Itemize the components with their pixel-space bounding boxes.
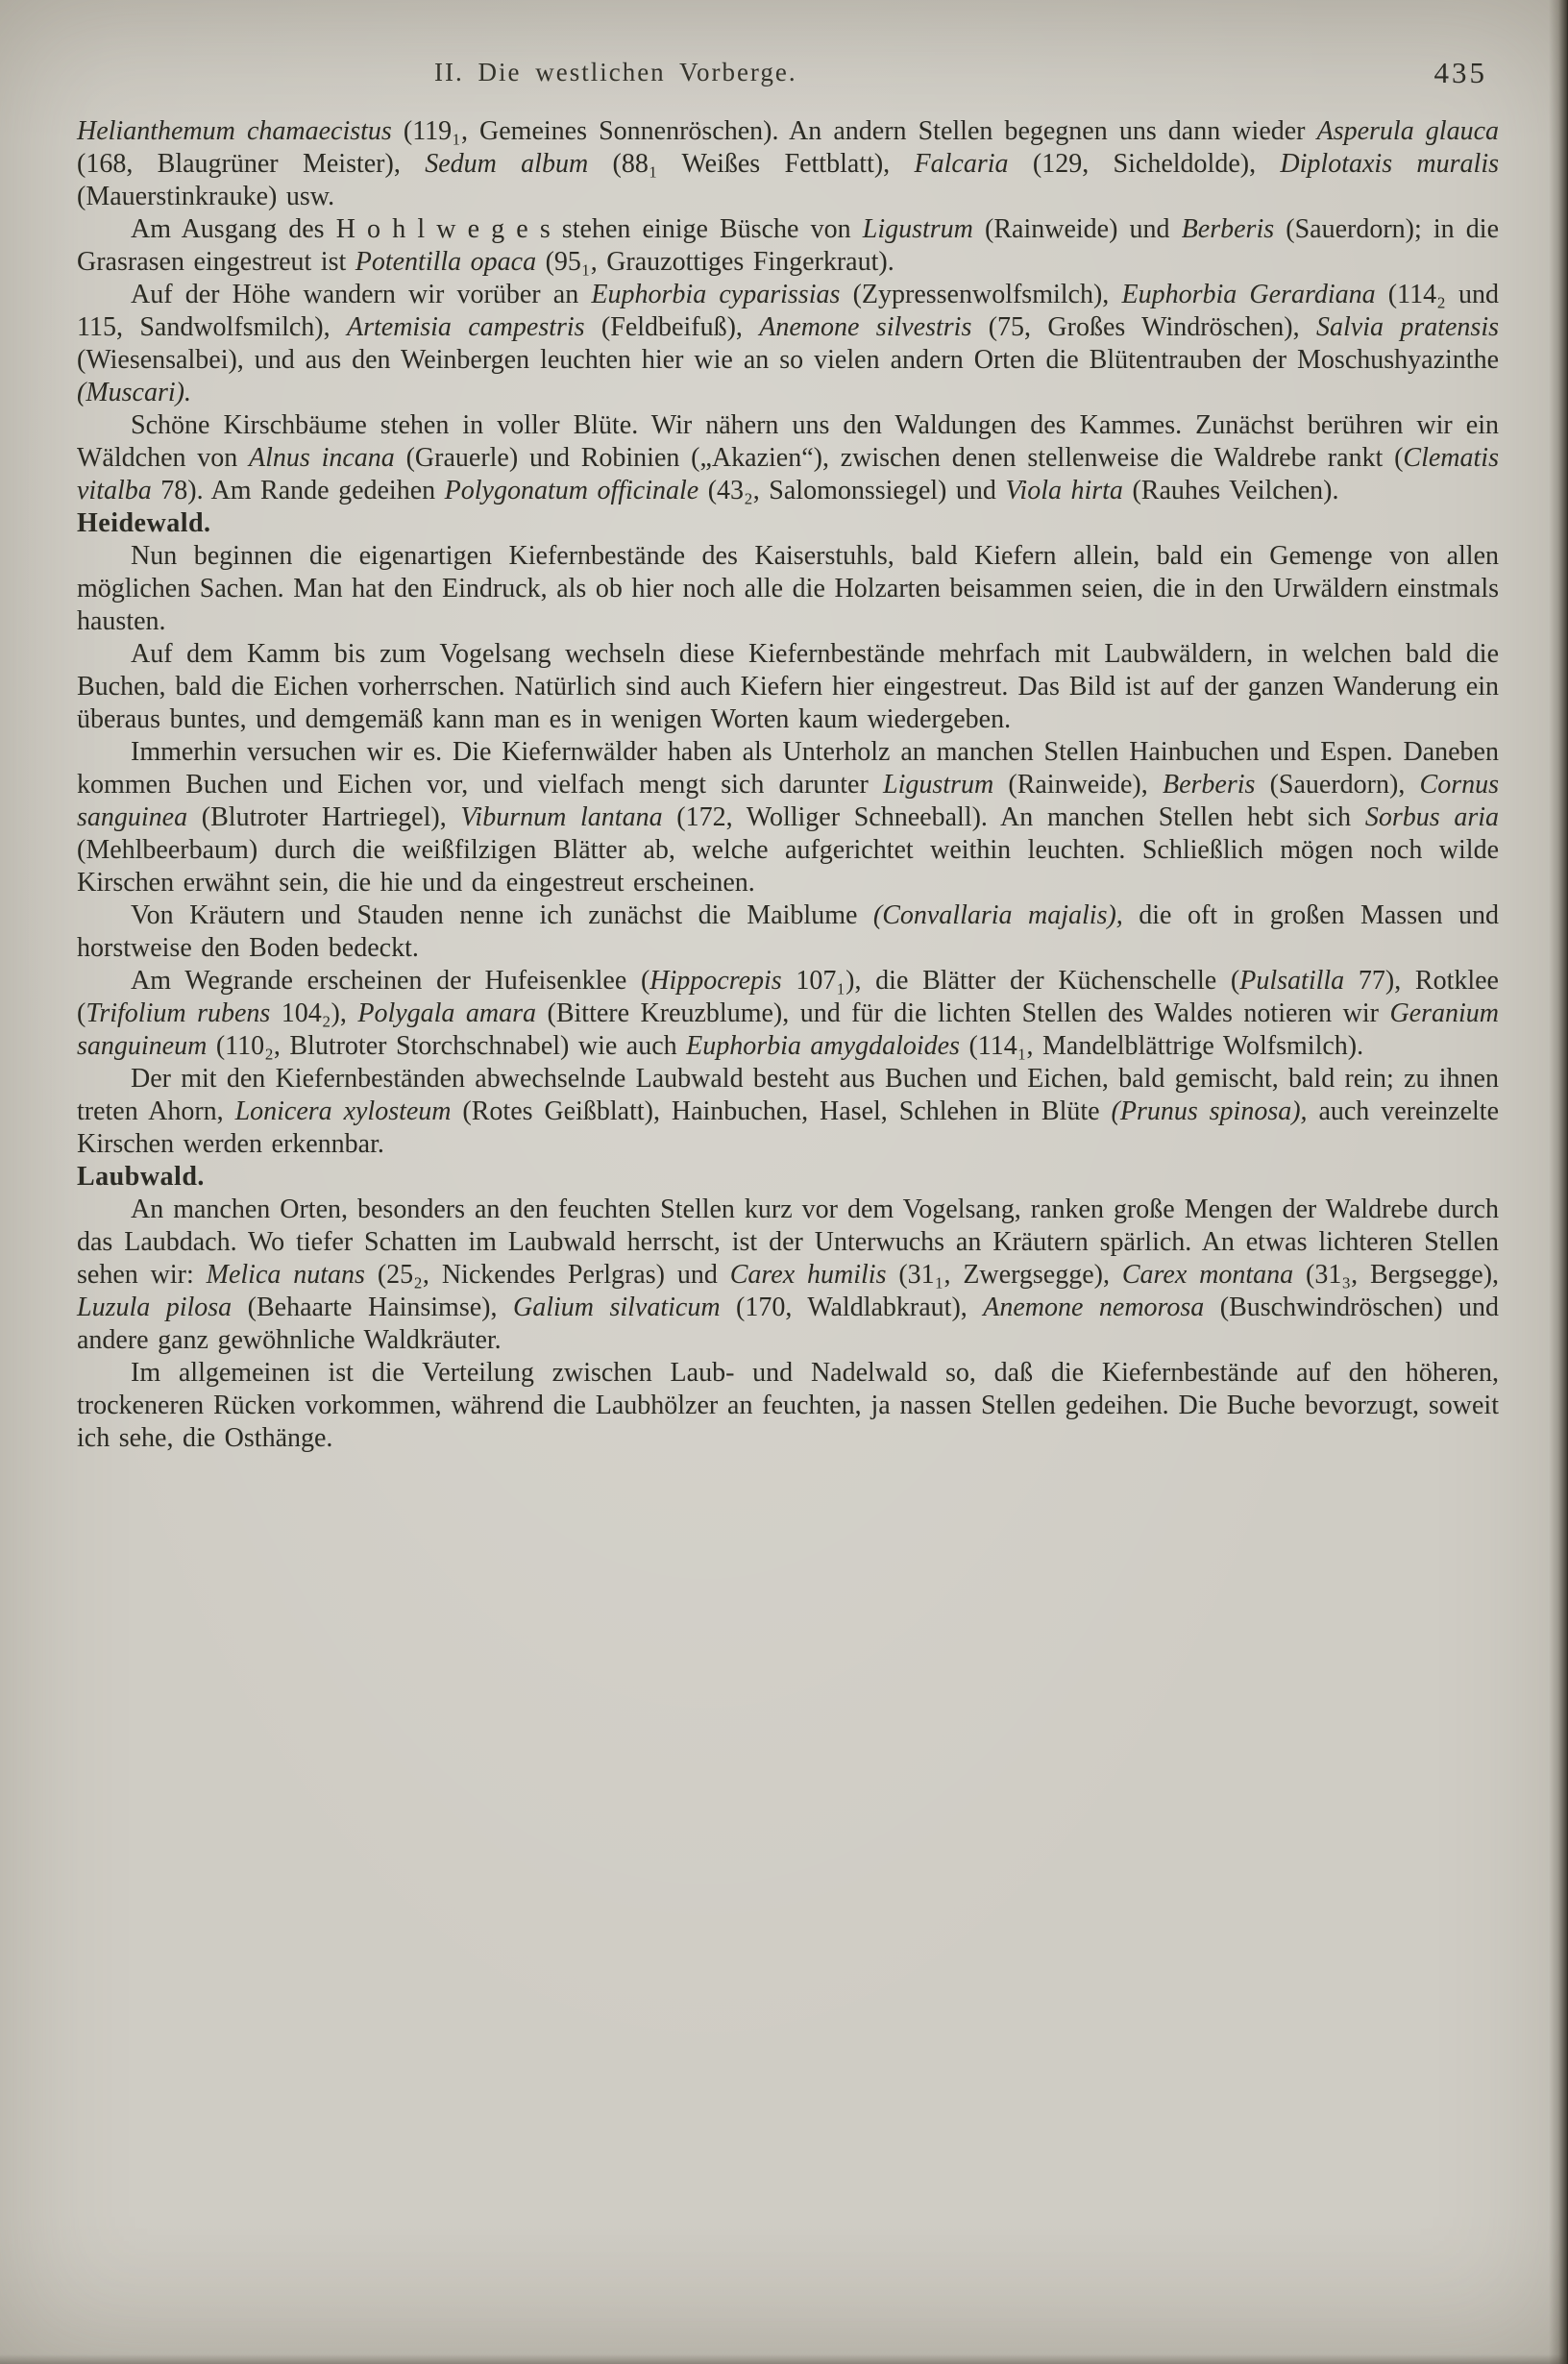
latin-name-italic: Viola hirta — [1005, 476, 1123, 505]
text-run: Schöne Kirschbäume stehen in voller Blüte. Wir nähern uns den Waldungen des Kammes. Zunächst berühren wir ein Wäldchen von — [77, 410, 1499, 473]
latin-name-italic: Diplotaxis muralis — [1280, 149, 1500, 179]
paragraph — [77, 899, 1499, 965]
latin-name-italic: Euphorbia cyparissias — [591, 280, 841, 309]
latin-name-italic: Geranium sanguineum — [77, 998, 1499, 1061]
latin-name-italic: Euphorbia amygdaloides — [686, 1031, 960, 1061]
text-run: (114₂ und 115, Sandwolfsmilch), — [77, 280, 1500, 342]
latin-name-italic: Clematis vitalba — [77, 443, 1499, 505]
text-run: (Blutroter Hartriegel), — [187, 802, 461, 832]
latin-name-italic: Galium silvaticum — [512, 1293, 721, 1322]
section-heading-laubwald: Laubwald. — [77, 1162, 205, 1192]
paragraph — [77, 540, 1499, 638]
text-run: die oft in großen Massen und horstweise den Boden bedeckt. — [77, 900, 1500, 963]
page-header — [77, 56, 1499, 102]
latin-name-italic: (Prunus spinosa), — [1111, 1096, 1308, 1126]
latin-name-italic: Potentilla opaca — [355, 247, 537, 277]
text-run: (168, Blaugrüner Meister), — [77, 149, 426, 179]
latin-name-italic: Berberis — [1181, 214, 1275, 244]
latin-name-italic: Falcaria — [914, 149, 1009, 179]
text-run: (Rainweide), — [993, 770, 1163, 800]
latin-name-italic: Carex humilis — [729, 1260, 887, 1290]
paragraph — [77, 1357, 1499, 1455]
text-run: (Buschwindröschen) und andere ganz gewöhnliche Waldkräuter. — [77, 1293, 1499, 1355]
text-run: Nun beginnen die eigenartigen Kiefernbestände des Kaiserstuhls, bald Kiefern allein, bald ein Gemenge von allen möglichen Sachen. Man hat den Eindruck, als ob hier noch alle die Holzarten beisammen seien, die in den Urwäldern einstmals hausten. — [77, 541, 1499, 636]
latin-name-italic: Euphorbia Gerardiana — [1121, 280, 1376, 309]
text-run: (Bittere Kreuzblume), und für die lichten Stellen des Waldes notieren wir — [536, 998, 1390, 1028]
paragraph — [77, 1194, 1499, 1357]
text-run: (129, Sicheldolde), — [1008, 149, 1281, 179]
text-run: Der mit den Kiefernbeständen abwechselnde Laubwald besteht aus Buchen und Eichen, bald gemischt, bald rein; zu ihnen treten Ahorn, — [77, 1064, 1499, 1126]
latin-name-italic: Berberis — [1162, 770, 1256, 800]
text-run: (Mehlbeerbaum) durch die weißfilzigen Blätter ab, welche aufgerichtet weithin leuchten. Schließlich mögen noch wilde Kirschen erwähnt sein, die hie und da eingestreut erscheinen. — [77, 835, 1499, 898]
latin-name-italic: Melica nutans — [206, 1260, 365, 1290]
text-run: (Wiesensalbei), und aus den Weinbergen leuchten hier wie an so vielen andern Orten die Blütentrauben der Moschushyazinthe — [77, 345, 1499, 375]
text-run: (Mauerstinkrauke) usw. — [77, 182, 335, 211]
latin-name-italic: Sorbus aria — [1364, 802, 1499, 832]
latin-name-italic: Asperula glauca — [1316, 116, 1499, 146]
text-run: (Zypressenwolfsmilch), — [840, 280, 1122, 309]
page-body — [77, 115, 1499, 1455]
text-run: Im allgemeinen ist die Verteilung zwischen Laub- und Nadelwald so, daß die Kiefernbestände auf den höheren, trockeneren Rücken vorkommen, während die Laubhölzer an feuchten, ja nassen Stellen gedeihen. Die Buche bevorzugt, soweit ich sehe, die Osthänge. — [77, 1358, 1499, 1453]
paragraph — [77, 213, 1499, 279]
paragraph — [77, 279, 1499, 409]
text-run: 107₁), die Blätter der Küchenschelle ( — [781, 966, 1240, 996]
text-run: (Rauhes Veilchen). — [1122, 476, 1339, 505]
text-run: (75, Großes Windröschen), — [971, 312, 1316, 342]
text-run: Auf der Höhe wandern wir vorüber an — [131, 280, 592, 309]
text-run: Am Ausgang des H o h l w e g e s stehen einige Büsche von — [131, 214, 863, 244]
text-run: Von Kräutern und Stauden nenne ich zunächst die Maiblume — [131, 900, 873, 930]
page-bottom-shadow — [0, 2354, 1568, 2364]
text-run: 77), Rotklee ( — [77, 966, 1499, 1028]
paragraph — [77, 638, 1499, 736]
latin-name-italic: Polygala amara — [357, 998, 537, 1028]
running-title: II. Die westlichen Vorberge. — [434, 58, 797, 86]
latin-name-italic: Trifolium rubens — [86, 998, 271, 1028]
latin-name-italic: Anemone silvestris — [759, 312, 972, 342]
text-run: (Rotes Geißblatt), Hainbuchen, Hasel, Schlehen in Blüte — [451, 1096, 1112, 1126]
latin-name-italic: Sedum album — [425, 149, 589, 179]
paragraph — [77, 409, 1499, 507]
text-run: (25₂, Nickendes Perlgras) und — [364, 1260, 730, 1290]
text-run: (43₂, Salomonssiegel) und — [698, 476, 1006, 505]
text-run: 78). Am Rande gedeihen — [151, 476, 445, 505]
text-run: auch vereinzelte Kirschen werden erkennbar. — [77, 1096, 1500, 1159]
latin-name-italic: Viburnum lantana — [460, 802, 663, 832]
text-run: (95₁, Grauzottiges Fingerkraut). — [536, 247, 894, 277]
latin-name-italic: Pulsatilla — [1239, 966, 1345, 996]
text-run: (114₁, Mandelblättrige Wolfsmilch). — [959, 1031, 1364, 1061]
text-run: (88₁ Weißes Fettblatt), — [588, 149, 915, 179]
text-run: (Sauerdorn); in die Grasrasen eingestreut ist — [77, 214, 1500, 277]
text-run: (170, Waldlabkraut), — [720, 1293, 984, 1322]
latin-name-italic: Cornus sanguinea — [77, 770, 1500, 832]
text-run: (Feldbeifuß), — [584, 312, 760, 342]
latin-name-italic: Luzula pilosa — [77, 1293, 233, 1322]
section-heading-heidewald: Heidewald. — [77, 508, 211, 538]
latin-name-italic: Helianthemum chamaecistus — [77, 116, 392, 146]
paragraph — [77, 115, 1499, 213]
latin-name-italic: Anemone nemorosa — [983, 1293, 1205, 1322]
text-run: (31₃, Bergsegge), — [1293, 1260, 1500, 1290]
text-run: (Grauerle) und Robinien („Akazien“), zwischen denen stellenweise die Waldrebe rankt ( — [394, 443, 1404, 473]
latin-name-italic: Lonicera xylosteum — [234, 1096, 452, 1126]
text-run: Auf dem Kamm bis zum Vogelsang wechseln diese Kiefernbestände mehrfach mit Laubwäldern, in welchen bald die Buchen, bald die Eichen vorherrschen. Natürlich sind auch Kiefern hier eingestreut. Das Bild ist auf der ganzen Wanderung ein überaus buntes, und demgemäß kann man es in wenigen Worten kaum wiedergeben. — [77, 639, 1499, 734]
page-number: 435 — [1433, 56, 1487, 89]
paragraph — [77, 736, 1499, 899]
latin-name-italic: (Muscari). — [77, 378, 191, 407]
text-run: 104₂), — [270, 998, 358, 1028]
text-run: (Sauerdorn), — [1255, 770, 1420, 800]
text-run: An manchen Orten, besonders an den feuchten Stellen kurz vor dem Vogelsang, ranken große Mengen der Waldrebe durch das Laubdach. Wo tiefer Schatten im Laubwald herrscht, ist der Unterwuchs an Kräutern spärlich. An etwas lichteren Stellen sehen wir: — [77, 1194, 1499, 1290]
latin-name-italic: Artemisia campestris — [347, 312, 585, 342]
latin-name-italic: Hippocrepis — [649, 966, 782, 996]
latin-name-italic: Polygonatum officinale — [444, 476, 699, 505]
latin-name-italic: Ligustrum — [883, 770, 994, 800]
latin-name-italic: Carex montana — [1121, 1260, 1294, 1290]
text-run: (172, Wolliger Schneeball). An manchen Stellen hebt sich — [662, 802, 1365, 832]
text-run: (Behaarte Hainsimse), — [232, 1293, 513, 1322]
latin-name-italic: Ligustrum — [862, 214, 973, 244]
text-run: Immerhin versuchen wir es. Die Kiefernwälder haben als Unterholz an manchen Stellen Hainbuchen und Espen. Daneben kommen Buchen und Eichen vor, und vielfach mengt sich darunter — [77, 737, 1499, 800]
text-run: (Rainweide) und — [972, 214, 1182, 244]
latin-name-italic: (Convallaria majalis), — [872, 900, 1123, 930]
text-run: (119₁, Gemeines Sonnenröschen). An andern Stellen begegnen uns dann wieder — [391, 116, 1317, 146]
paragraph — [77, 965, 1499, 1063]
text-run: (31₁, Zwergsegge), — [886, 1260, 1122, 1290]
paragraph — [77, 1063, 1499, 1161]
latin-name-italic: Salvia pratensis — [1315, 312, 1500, 342]
text-run: Am Wegrande erscheinen der Hufeisenklee ( — [131, 966, 650, 996]
latin-name-italic: Alnus incana — [249, 443, 395, 473]
text-run: (110₂, Blutroter Storchschnabel) wie auch — [207, 1031, 687, 1061]
